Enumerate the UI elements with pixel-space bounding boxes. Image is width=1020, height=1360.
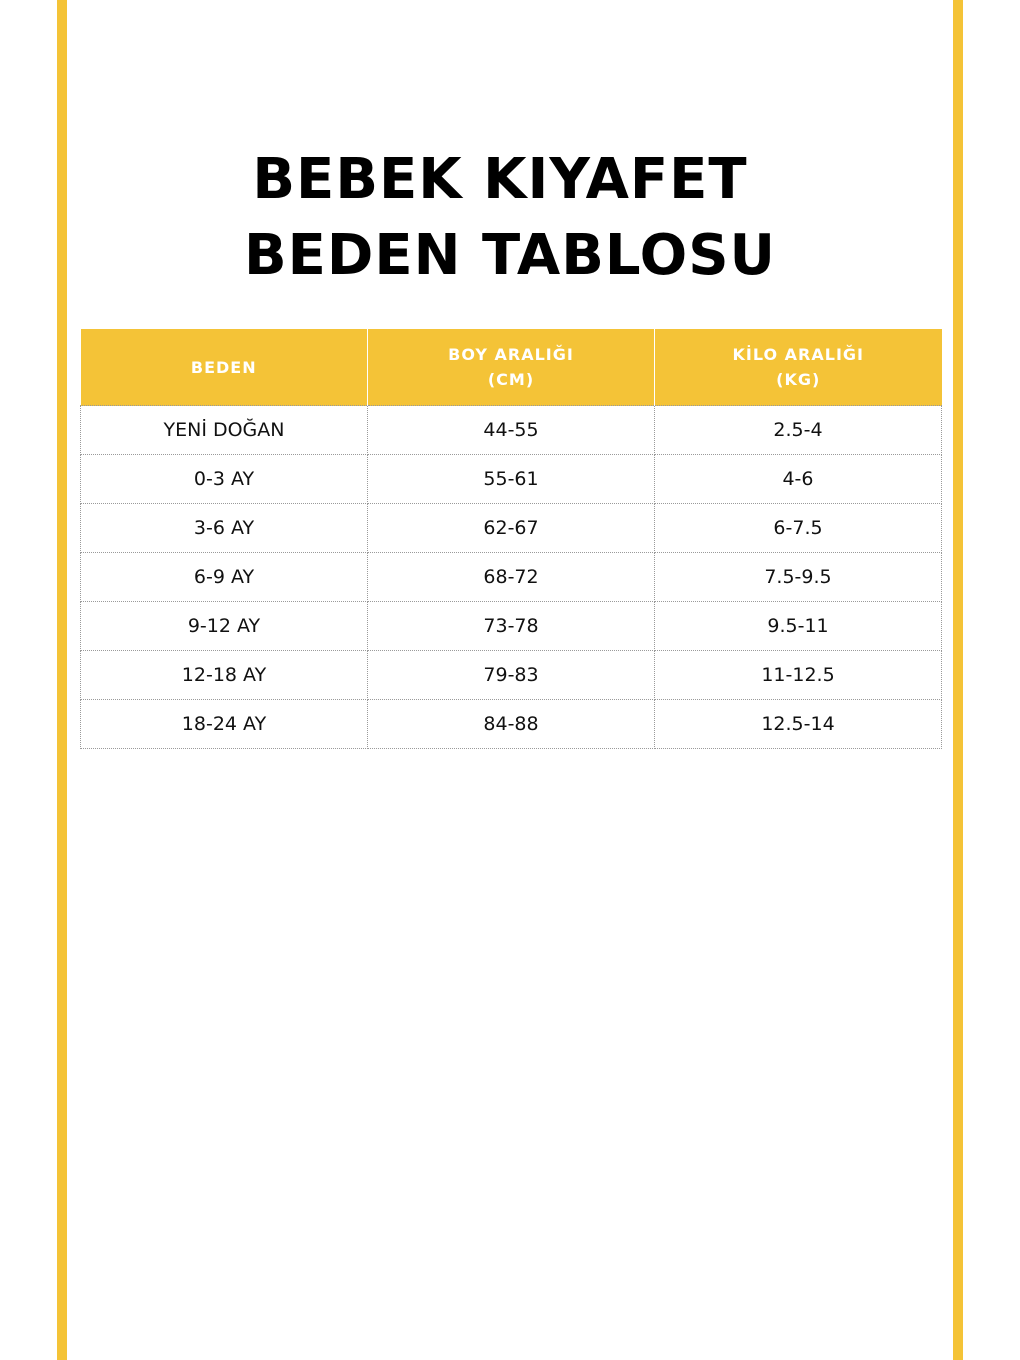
header-size-label: BEDEN [190,357,257,377]
header-height-unit: (CM) [487,370,535,389]
size-chart-table [80,329,942,749]
table-row [81,406,942,455]
cell-height: 84-88 [368,700,655,749]
header-weight-range [655,329,942,406]
cell-height: 62-67 [368,504,655,553]
cell-weight: 9.5-11 [655,602,942,651]
cell-weight: 2.5-4 [655,406,942,455]
cell-height: 68-72 [368,553,655,602]
header-height-range [368,329,655,406]
cell-size: 6-9 AY [81,553,368,602]
cell-size: YENİ DOĞAN [81,406,368,455]
table-row [81,700,942,749]
cell-size: 18-24 AY [81,700,368,749]
cell-height: 44-55 [368,406,655,455]
header-weight-label: KİLO ARALIĞI [732,345,864,364]
header-weight-unit: (KG) [776,370,821,389]
table-row [81,602,942,651]
page-title [0,142,1020,294]
title-line-1: BEBEK KIYAFET [252,146,748,212]
cell-size: 12-18 AY [81,651,368,700]
table-row [81,651,942,700]
cell-size: 9-12 AY [81,602,368,651]
header-row [81,329,942,406]
cell-height: 55-61 [368,455,655,504]
table-row [81,553,942,602]
cell-size: 3-6 AY [81,504,368,553]
cell-weight: 4-6 [655,455,942,504]
cell-weight: 11-12.5 [655,651,942,700]
table-row [81,504,942,553]
cell-size: 0-3 AY [81,455,368,504]
cell-height: 73-78 [368,602,655,651]
cell-weight: 12.5-14 [655,700,942,749]
title-line-2: BEDEN TABLOSU [243,222,776,288]
header-size [81,329,368,406]
cell-weight: 7.5-9.5 [655,553,942,602]
table-row [81,455,942,504]
cell-weight: 6-7.5 [655,504,942,553]
cell-height: 79-83 [368,651,655,700]
table-body [81,406,942,749]
table-header [81,329,942,406]
header-height-label: BOY ARALIĞI [448,345,574,364]
